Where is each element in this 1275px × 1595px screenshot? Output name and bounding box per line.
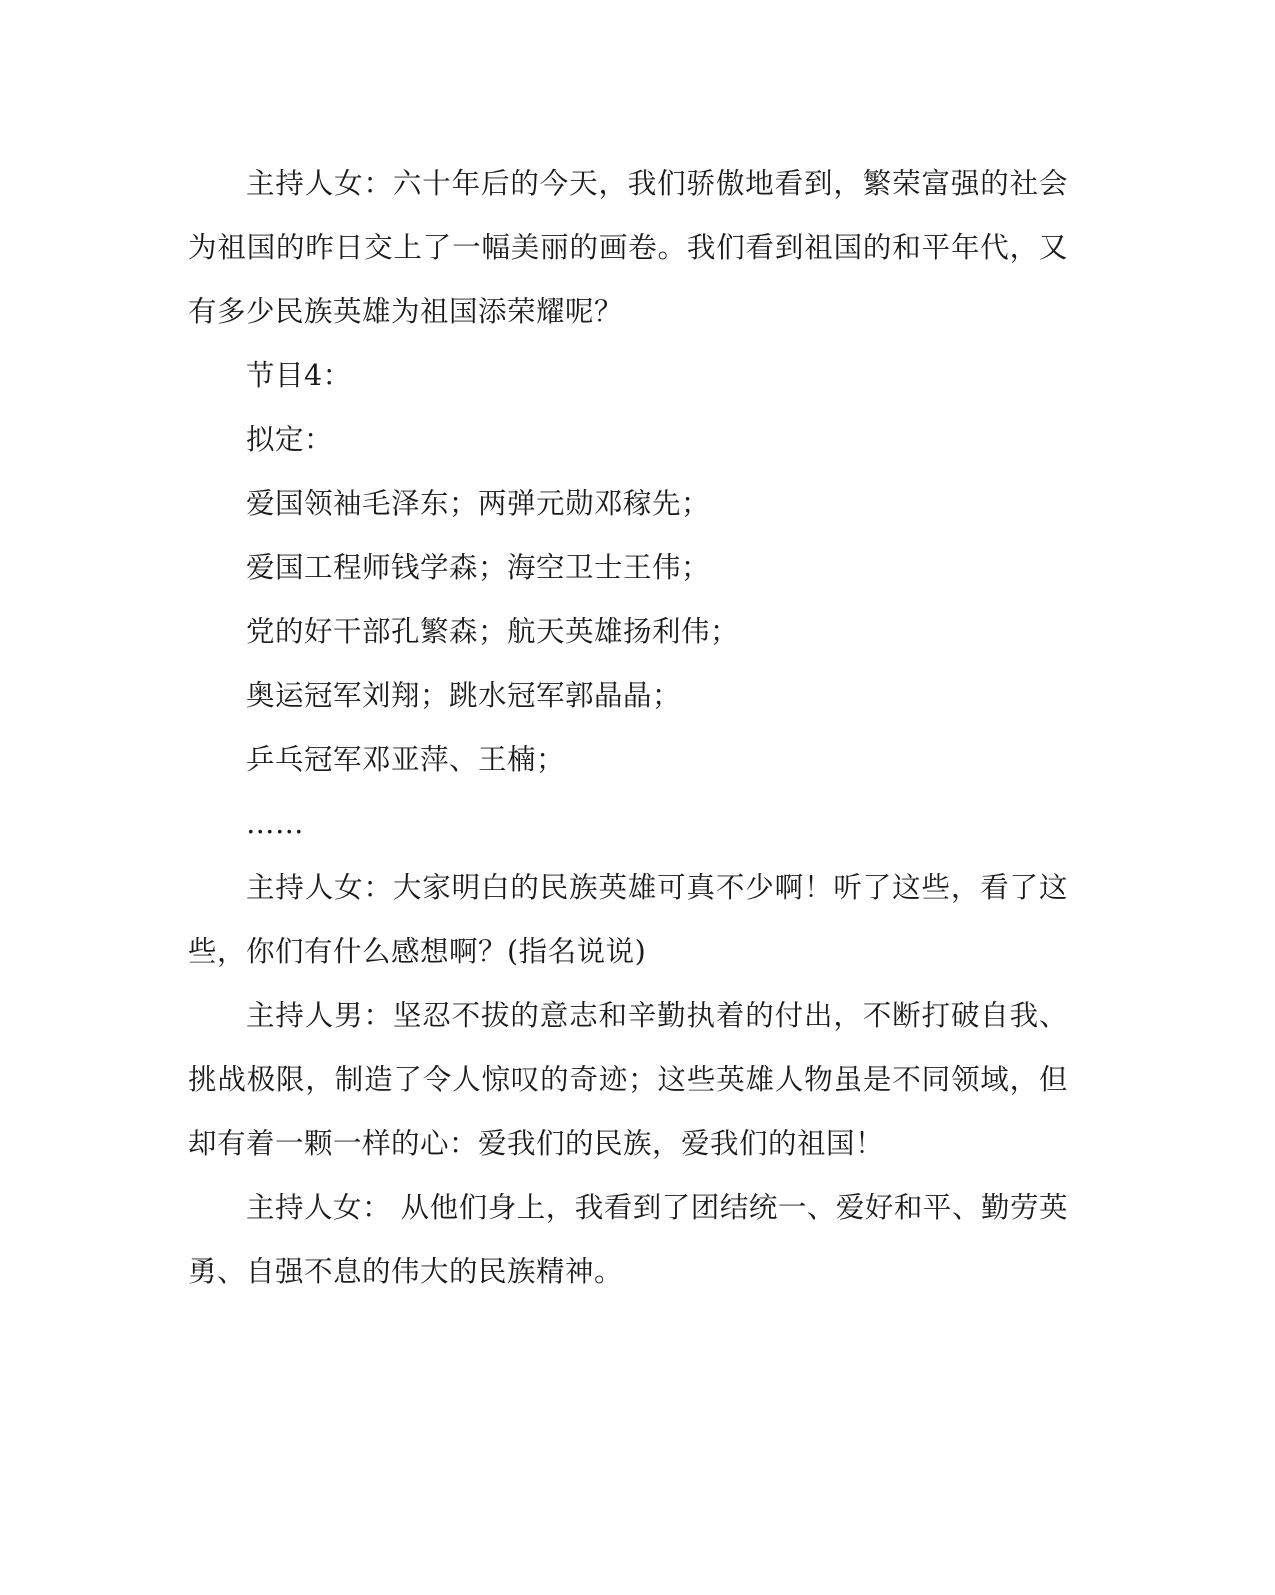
paragraph-ellipsis: …… (246, 807, 304, 840)
paragraph-hero-list-3: 党的好干部孔繁森；航天英雄扬利伟； (246, 615, 740, 648)
paragraph-hero-list-5: 乒乓冠军邓亚萍、王楠； (246, 743, 566, 776)
paragraph-host-male-reflection: 主持人男：坚忍不拔的意志和辛勤执着的付出，不断打破自我、挑战极限，制造了令人惊叹的奇迹；这些英雄人物虽是不同领域，但却有着一颗一样的心：爱我们的民族，爱我们的祖国！ (188, 999, 1068, 1160)
paragraph-draft-label: 拟定： (246, 423, 334, 456)
paragraph-hero-list-2: 爱国工程师钱学森；海空卫士王伟； (246, 551, 711, 584)
paragraph-hero-list-1: 爱国领袖毛泽东；两弹元勋邓稼先； (246, 487, 711, 520)
paragraph-host-female-question: 主持人女：大家明白的民族英雄可真不少啊！听了这些，看了这些，你们有什么感想啊？(指名说说) (188, 871, 1068, 968)
paragraph-program-number: 节目4： (246, 359, 352, 392)
paragraph-host-female-intro: 主持人女：六十年后的今天，我们骄傲地看到，繁荣富强的社会为祖国的昨日交上了一幅美丽的画卷。我们看到祖国的和平年代，又有多少民族英雄为祖国添荣耀呢？ (188, 167, 1068, 328)
document-page (188, 152, 1068, 1304)
paragraph-host-female-spirit: 主持人女： 从他们身上，我看到了团结统一、爱好和平、勤劳英勇、自强不息的伟大的民族精神。 (188, 1191, 1068, 1288)
paragraph-hero-list-4: 奥运冠军刘翔；跳水冠军郭晶晶； (246, 679, 682, 712)
